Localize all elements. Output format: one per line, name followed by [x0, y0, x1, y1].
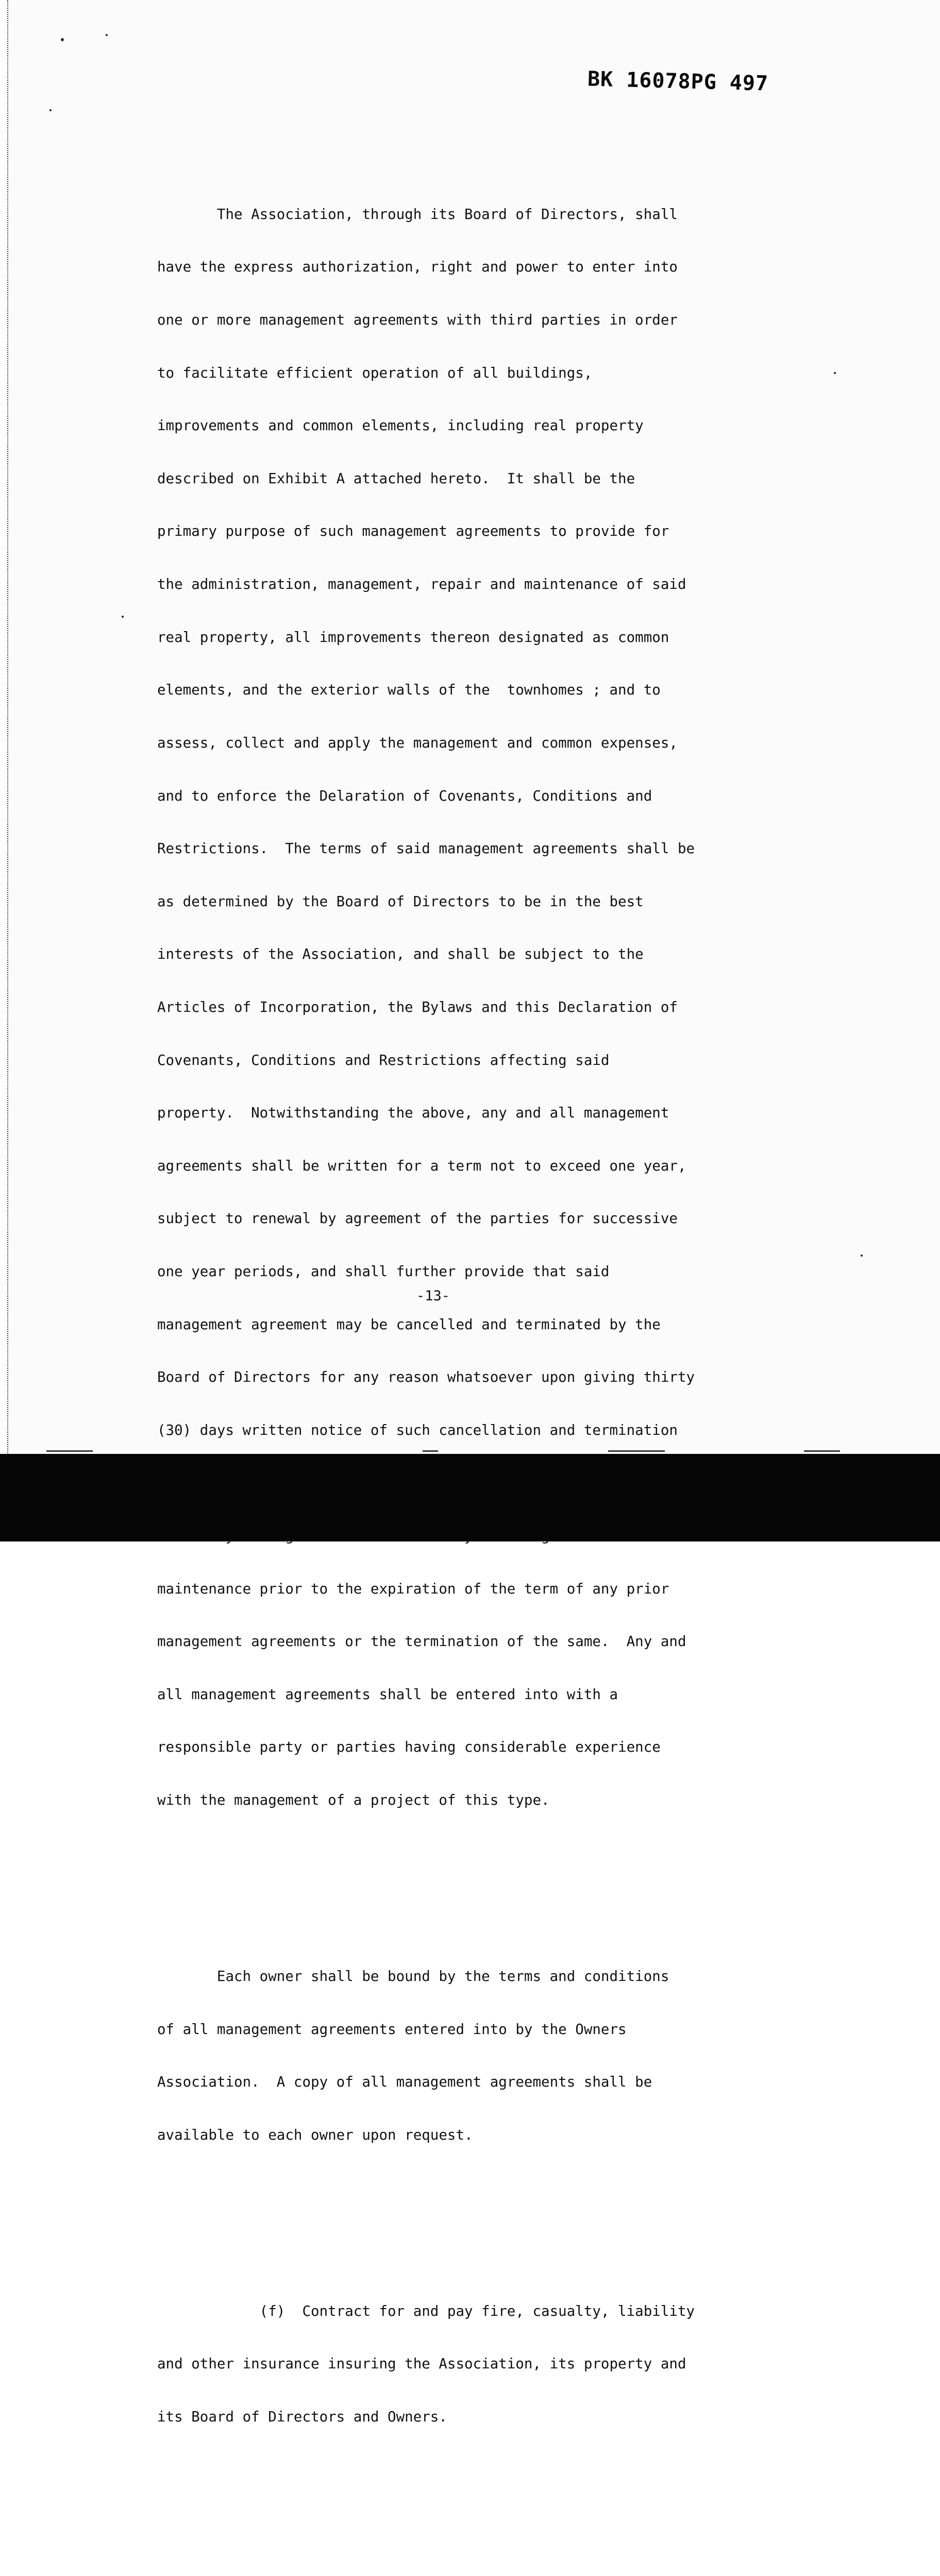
text-line: the administration, management, repair and maintenance of said [157, 576, 686, 593]
text-line: agreements shall be written for a term not to exceed one year, [157, 1157, 686, 1174]
text-line: elements, and the exterior walls of the townhomes ; and to [157, 682, 661, 699]
text-line: assess, collect and apply the management and common expenses, [157, 734, 678, 751]
paragraph-management-agreements [157, 170, 760, 1844]
text-line: described on Exhibit A attached hereto. It shall be the [157, 470, 635, 487]
text-line: Covenants, Conditions and Restrictions affecting said [157, 1052, 610, 1069]
text-line: management agreements or the termination of the same. Any and [157, 1633, 686, 1650]
text-line: with the management of a project of this type. [157, 1792, 550, 1809]
text-line: (30) days written notice of such cancellation and termination [157, 1421, 678, 1438]
text-line: management agreement may be cancelled and terminated by the [157, 1316, 661, 1333]
text-line: one or more management agreements with third parties in order [157, 312, 678, 329]
text-line: and other insurance insuring the Association, its property and [157, 2355, 686, 2372]
text-line: The Association, through its Board of Directors, shall [157, 206, 678, 223]
scan-speck [61, 38, 64, 41]
text-line: all management agreements shall be entered into with a [157, 1686, 618, 1703]
text-line: available to each owner upon request. [157, 2126, 473, 2143]
scan-left-edge [0, 0, 8, 1541]
text-line: responsible party or parties having considerable experience [157, 1739, 661, 1756]
document-body [157, 135, 760, 2576]
paragraph-owner-bound [157, 1933, 760, 2179]
text-line: have the express authorization, right and power to enter into [157, 259, 678, 276]
text-line: Board of Directors for any reason whatsoever upon giving thirty [157, 1369, 695, 1386]
text-line: real property, all improvements thereon designated as common [157, 629, 669, 646]
scan-speck [106, 34, 108, 36]
text-line: (f) Contract for and pay fire, casualty, liability [157, 2302, 695, 2319]
scan-speck [861, 1255, 863, 1257]
text-line: its Board of Directors and Owners. [157, 2408, 447, 2425]
scan-speck [834, 372, 836, 374]
paragraph-item-g [157, 2549, 760, 2576]
text-line: of all management agreements entered into by the Owners [157, 2021, 627, 2038]
scan-artifact-line [423, 1450, 438, 1452]
text-line: Articles of Incorporation, the Bylaws and this Declaration of [157, 998, 678, 1015]
scan-speck [122, 616, 124, 618]
text-line: one year periods, and shall further provide that said [157, 1263, 610, 1280]
text-line: improvements and common elements, including real property [157, 417, 644, 434]
text-line: Restrictions. The terms of said management agreements shall be [157, 840, 695, 857]
scan-artifact-line [804, 1450, 840, 1452]
text-line: Each owner shall be bound by the terms and conditions [157, 1968, 669, 1985]
book-page-reference: BK 16078PG 497 [587, 67, 769, 96]
text-line: maintenance prior to the expiration of the term of any prior [157, 1580, 669, 1597]
text-line: to facilitate efficient operation of all buildings, [157, 364, 593, 381]
scan-artifact-line [608, 1450, 665, 1452]
scan-speck [49, 109, 52, 111]
text-line: property. Notwithstanding the above, any and all management [157, 1105, 669, 1122]
text-line: primary purpose of such management agreements to provide for [157, 523, 669, 540]
scan-bottom-border [0, 1454, 940, 1541]
text-line: as determined by the Board of Directors to be in the best [157, 893, 644, 910]
paragraph-item-f [157, 2267, 760, 2461]
text-line: subject to renewal by agreement of the parties for successive [157, 1210, 678, 1227]
text-line: interests of the Association, and shall be subject to the [157, 946, 644, 963]
page-number: -13- [416, 1288, 450, 1304]
text-line: and to enforce the Delaration of Covenants, Conditions and [157, 787, 652, 804]
text-line: Association. A copy of all management agreements shall be [157, 2074, 652, 2091]
paragraph-gap [157, 2214, 760, 2232]
scan-artifact-line [46, 1450, 93, 1452]
paragraph-gap [157, 2496, 760, 2514]
paragraph-gap [157, 1879, 760, 1897]
